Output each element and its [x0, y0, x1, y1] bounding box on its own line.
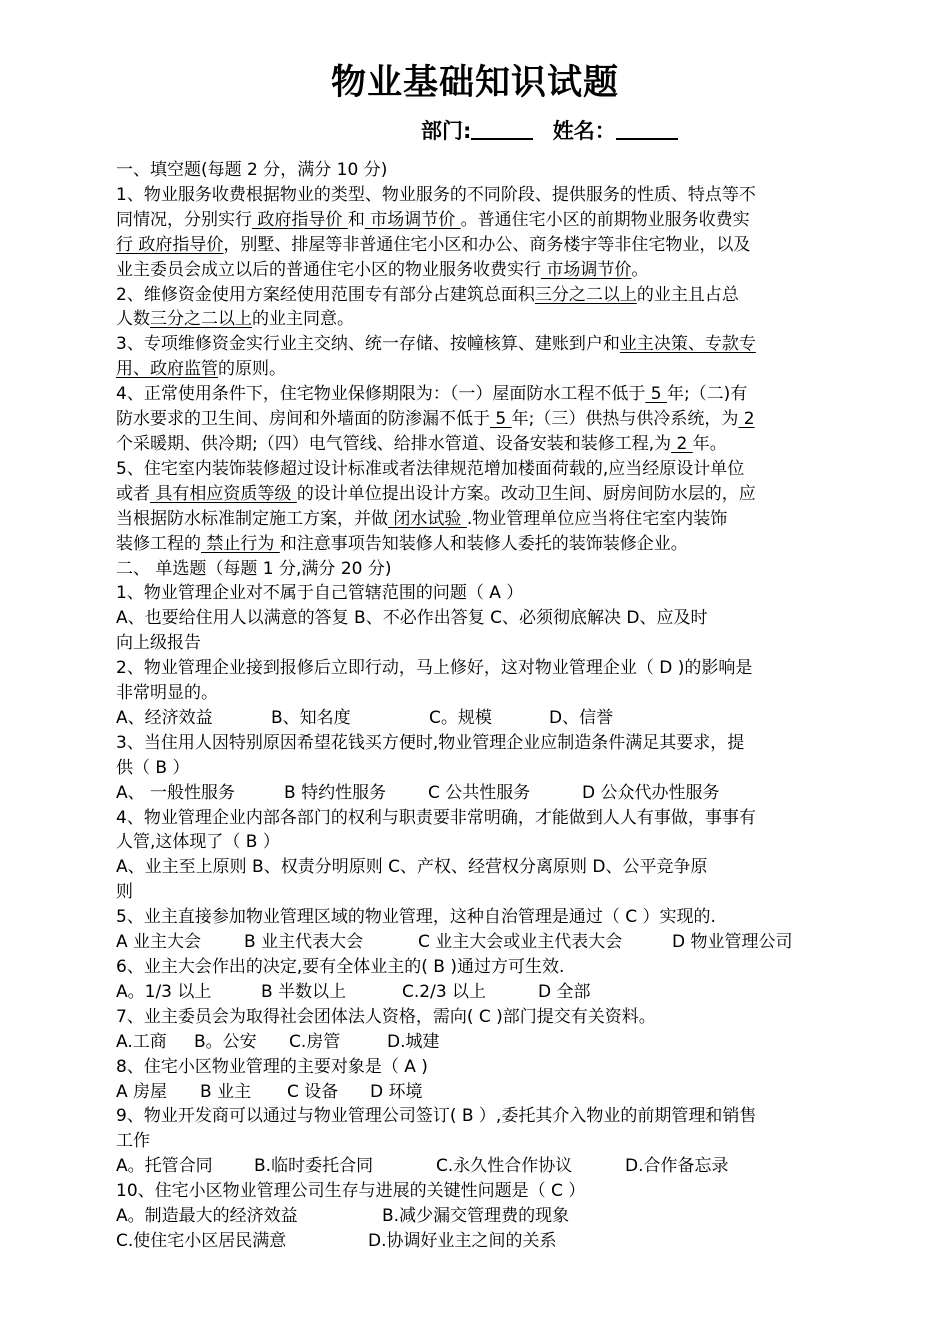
- mc-q2-options: [116, 706, 838, 731]
- mc-q6-stem: 6、业主大会作出的决定,要有全体业主的( B )通过方可生效.: [116, 957, 565, 977]
- option: C.2/3 以上: [402, 981, 487, 1002]
- q-text: 3、专项维修资金实行业主交纳、统一存储、按幢核算、建账到户和: [116, 334, 620, 355]
- answer-underlined: 业主决策、专款专: [619, 334, 756, 355]
- name-label: 姓名：: [552, 119, 616, 143]
- option: A。1/3 以上: [116, 981, 212, 1002]
- option: A、 一般性服务: [116, 782, 236, 803]
- fill-q5-line1: [116, 457, 838, 482]
- q-text: 年;（二)有: [666, 384, 748, 405]
- page-title: 物业基础知识试题: [330, 63, 619, 103]
- option: A。托管合同: [116, 1156, 213, 1177]
- option: B.减少漏交管理费的现象: [382, 1206, 570, 1227]
- answer-underlined: 具有相应资质等级: [150, 483, 297, 504]
- exam-body: [116, 158, 838, 1254]
- q-text: 装修工程的: [116, 533, 201, 554]
- answer-underlined: 闭水试验: [388, 508, 467, 529]
- option: A、经济效益: [116, 707, 213, 728]
- q-text: 的业主且占总: [636, 284, 739, 305]
- answer-underlined: 用、政府监管: [116, 359, 218, 380]
- fill-q5-line3: [116, 507, 838, 532]
- option: B.临时委托合同: [254, 1156, 374, 1177]
- q-text: 4、正常使用条件下，住宅物业保修期限为：（一）屋面防水工程不低于: [116, 384, 646, 405]
- dept-name-line: [421, 116, 690, 146]
- name-blank: [616, 118, 678, 140]
- q-text: ，别墅、排屋等非普通住宅小区和办公、商务楼宇等非住宅物业，以及: [223, 234, 751, 255]
- mc-q5-options: [116, 930, 838, 955]
- fill-q5-line4: [116, 532, 838, 557]
- option: B。公安: [194, 1031, 257, 1052]
- mc-q4-stem: 4、物业管理企业内部各部门的权利与职责要非常明确，才能做到人人有事做，事事有: [116, 807, 756, 828]
- option: A.工商: [116, 1031, 167, 1052]
- section1-heading: 一、填空题(每题 2 分，满分 10 分): [116, 160, 388, 180]
- mc-q10-options-1: [116, 1204, 838, 1229]
- fill-q1-line4: [116, 258, 838, 283]
- q-text: 2、维修资金使用方案经使用范围专有部分占建筑总面积: [116, 284, 535, 305]
- mc-q9-stem-cont: 工作: [116, 1131, 150, 1152]
- mc-q4-options: A、业主至上原则 B、权责分明原则 C、产权、经营权分离原则 D、公平竞争原: [116, 857, 708, 878]
- q-text: 1、物业服务收费根据物业的类型、物业服务的不同阶段、提供服务的性质、特点等不: [116, 184, 756, 205]
- fill-q4-line1: [116, 382, 838, 407]
- option: A。制造最大的经济效益: [116, 1206, 298, 1227]
- answer-underlined: 5: [645, 384, 667, 405]
- mc-q3-options: [116, 781, 838, 806]
- q-text: 业主委员会成立以后的普通住宅小区的物业服务收费实行: [116, 259, 541, 280]
- option: B 半数以上: [261, 981, 347, 1002]
- q-text: 或者: [116, 483, 150, 504]
- option: D.协调好业主之间的关系: [368, 1230, 557, 1251]
- mc-q8-stem: 8、住宅小区物业管理的主要对象是（ A ): [116, 1056, 428, 1077]
- option: C 公共性服务: [428, 782, 531, 803]
- answer-underlined: 市场调节价: [541, 259, 632, 280]
- option: A 业主大会: [116, 932, 202, 953]
- q-text: 年。: [692, 433, 727, 454]
- mc-q5-stem: 5、业主直接参加物业管理区域的物业管理，这种自治管理是通过（ C ）实现的.: [116, 907, 716, 928]
- option: D 物业管理公司: [672, 932, 793, 953]
- mc-q3-stem: 3、当住用人因特别原因希望花钱买方便时,物业管理企业应制造条件满足其要求，提: [116, 732, 745, 753]
- q-text: 。普通住宅小区的前期物业服务收费实: [460, 209, 750, 230]
- answer-underlined: 禁止行为: [201, 533, 280, 554]
- fill-q1-line1: [116, 183, 838, 208]
- q-text: 同情况，分别实行: [116, 209, 252, 230]
- dept-blank: [471, 118, 533, 140]
- option: C。规模: [429, 707, 492, 728]
- fill-q3-line2: [116, 357, 838, 382]
- mc-q2-stem: 2、物业管理企业接到报修后立即行动，马上修好，这对物业管理企业（ D )的影响是: [116, 658, 753, 679]
- mc-q3-stem-cont: 供（ B ）: [116, 757, 190, 778]
- answer-underlined: 2: [671, 433, 693, 454]
- q-text: .物业管理单位应当将住宅室内装饰: [466, 508, 728, 529]
- answer-underlined: 三分之二以上: [534, 284, 637, 305]
- option: C.房管: [289, 1031, 341, 1052]
- mc-q10-stem: 10、住宅小区物业管理公司生存与进展的关键性问题是（ C ）: [116, 1181, 586, 1202]
- q-text: 5、住宅室内装饰装修超过设计标准或者法律规范增加楼面荷载的,应当经原设计单位: [116, 458, 745, 479]
- option: D 全部: [538, 981, 591, 1002]
- mc-q4-stem-cont: 人管,这体现了（ B ）: [116, 832, 280, 853]
- q-text: 和注意事项告知装修人和装修人委托的装饰装修企业。: [279, 533, 688, 554]
- option: B 业主代表大会: [244, 932, 364, 953]
- mc-q1-options: A、也要给住用人以满意的答复 B、不必作出答复 C、必须彻底解决 D、应及时: [116, 608, 708, 629]
- option: B、知名度: [271, 707, 351, 728]
- mc-q4-options-cont: 则: [116, 882, 133, 903]
- mc-q9-options: [116, 1154, 838, 1179]
- q-text: 的设计单位提出设计方案。改动卫生间、厨房间防水层的，应: [296, 483, 756, 504]
- mc-q8-options: [116, 1080, 838, 1105]
- mc-q7-options: [116, 1030, 838, 1055]
- mc-q1-options-cont: 向上级报告: [116, 633, 201, 654]
- answer-underlined: 2: [738, 409, 755, 430]
- option: B 特约性服务: [284, 782, 387, 803]
- fill-q2-line1: [116, 283, 838, 308]
- fill-q3-line1: [116, 332, 838, 357]
- q-text: 人数: [116, 309, 150, 330]
- option: D.合作备忘录: [625, 1156, 729, 1177]
- q-text: 个采暖期、供冷期;（四）电气管线、给排水管道、设备安装和装修工程,为: [116, 433, 672, 454]
- option: B 业主: [200, 1081, 252, 1102]
- option: D.城建: [387, 1031, 440, 1052]
- answer-underlined: 5: [490, 409, 512, 430]
- answer-underlined: 政府指导价: [252, 209, 348, 230]
- q-text: 年;（三）供热与供冷系统，为: [511, 409, 739, 430]
- q-text: 的原则。: [218, 359, 286, 380]
- option: C 业主大会或业主代表大会: [418, 932, 623, 953]
- q-text: 。: [631, 259, 649, 280]
- q-text: 的业主同意。: [252, 309, 354, 330]
- option: C.使住宅小区居民满意: [116, 1230, 287, 1251]
- answer-underlined: 三分之二以上: [150, 309, 252, 330]
- option: C 设备: [287, 1081, 339, 1102]
- fill-q1-line2: [116, 208, 838, 233]
- dept-label: 部门:: [421, 119, 472, 143]
- mc-q10-options-2: [116, 1229, 838, 1254]
- mc-q6-options: [116, 980, 838, 1005]
- fill-q4-line2: [116, 407, 838, 432]
- section2-heading: 二、 单选题（每题 1 分,满分 20 分): [116, 558, 392, 579]
- mc-q2-stem-cont: 非常明显的。: [116, 683, 218, 704]
- mc-q7-stem: 7、业主委员会为取得社会团体法人资格，需向( C )部门提交有关资料。: [116, 1006, 656, 1027]
- option: A 房屋: [116, 1081, 168, 1102]
- q-text: 防水要求的卫生间、房间和外墙面的防渗漏不低于: [116, 409, 490, 430]
- fill-q5-line2: [116, 482, 838, 507]
- option: D 公众代办性服务: [582, 782, 720, 803]
- q-text: 和: [347, 209, 365, 230]
- option: C.永久性合作协议: [436, 1156, 573, 1177]
- mc-q9-stem: 9、物业开发商可以通过与物业管理公司签订( B ）,委托其介入物业的前期管理和销售: [116, 1106, 757, 1127]
- answer-underlined: 市场调节价: [364, 209, 461, 230]
- answer-underlined: 行 政府指导价: [116, 234, 224, 255]
- option: D 环境: [370, 1081, 423, 1102]
- fill-q4-line3: [116, 432, 838, 457]
- mc-q1-stem: 1、物业管理企业对不属于自己管辖范围的问题（ A ）: [116, 583, 524, 604]
- option: D、信誉: [549, 707, 614, 728]
- fill-q1-line3: [116, 233, 838, 258]
- q-text: 当根据防水标准制定施工方案，并做: [116, 508, 388, 529]
- fill-q2-line2: [116, 307, 838, 332]
